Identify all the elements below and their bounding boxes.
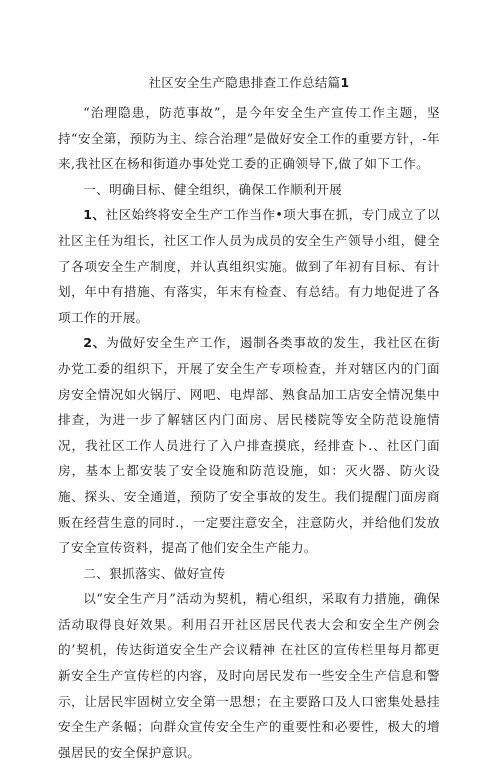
title-number: 1 [340, 75, 350, 90]
paragraph-1-number: 1、 [83, 207, 106, 223]
title-text: 社区安全生产隐患排查工作总结篇 [148, 75, 341, 90]
intro-paragraph: “治理隐患，防范事故”，是今年安全生产宣传工作主题，坚持“安全第，预防为主、综合治理”是做好安全工作的重要方针，-年来,我社区在杨和街道办事处党工委的正确领导下,做了如下工作。 [58, 105, 440, 172]
paragraph-1-text: 社区始终将安全生产工作当作•项大事在抓，专门成立了以社区主任为组长，社区工作人员为成员的安全生产领导小组，健全了各项安全生产制度，并认真组织实施。做到了年初有目标、有计划，年中有措施、有落实，年末有检查、有总结。有力地促进了各项工作的开展。 [58, 207, 440, 325]
paragraph-2-number: 2、 [83, 335, 107, 351]
section-heading-1: 一、明确目标、健全组织，确保工作顺利开展 [83, 181, 343, 197]
paragraph-3: 以“安全生产月”活动为契机，精心组织，采取有力措施，确保活动取得良好效果。利用召开社区居民代表大会和安全生产例会的’契机，传达街道安全生产会议精神 在社区的宣传栏里每月都更新安全生产宣传栏的内容，及时向居民发布一些安全生产信息和警示，让居民牢固树立安全第一思想；在主要路口及人口密集处悬挂安全生产条幅；向群众宣传安全生产的重要性和必要性，极大的增强居民的安全保护意识。 [58, 591, 440, 760]
section-heading-2: 二、狠抓落实、做好宣传 [83, 565, 226, 581]
paragraph-2 [58, 330, 440, 560]
document-page [58, 74, 440, 765]
paragraph-1 [58, 202, 440, 330]
paragraph-2-text: 为做好安全生产工作，遏制各类事故的发生，我社区在街办党工委的组织下，开展了安全生产专项检查，并对辖区内的门面房安全情况如火锅厅、网吧、电焊部、熟食品加工店安全情况集中排查，为进一步了解辖区内门面房、居民楼院等安全防范设施情况，我社区工作人员进行了入户排查摸底，经排查卜.、社区门面房，基本上都安装了安全设施和防范设施，如：灭火器、防火设施、探头、安全通道，预防了安全事故的发生。我们提醒门面房商贩在经营生意的同时.，一定要注意安全，注意防火，并给他们发放了安全宣传资料，提高了他们安全生产能力。 [58, 335, 441, 556]
document-title [58, 74, 440, 92]
